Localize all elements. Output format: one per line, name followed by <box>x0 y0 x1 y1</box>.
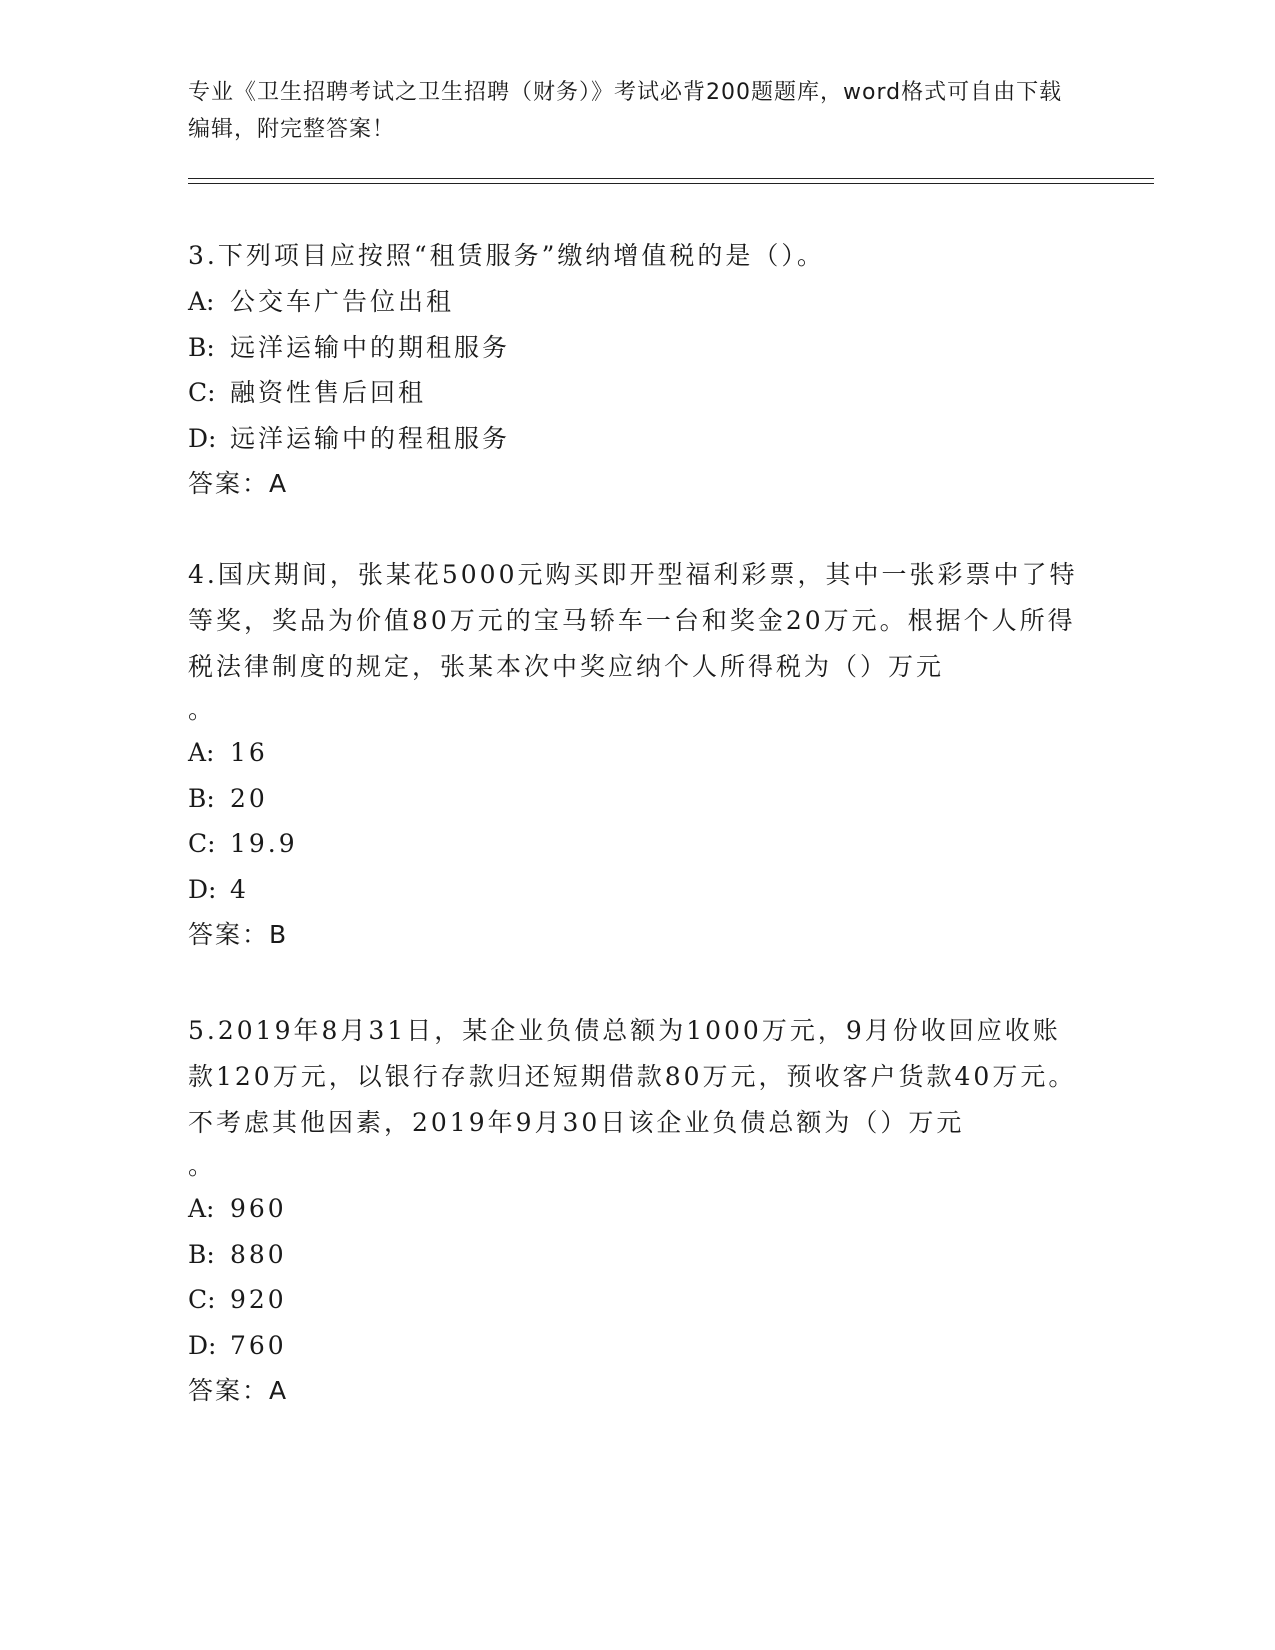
option-letter: A: <box>188 1194 215 1223</box>
option-text: 960 <box>230 1194 287 1223</box>
header-divider-bottom <box>188 183 1154 184</box>
option-d <box>188 867 1088 913</box>
question-tail-punctuation: 。 <box>188 695 214 724</box>
option-letter: D: <box>188 1330 217 1360</box>
option-text: 19.9 <box>230 829 298 858</box>
option-letter: A: <box>188 738 215 767</box>
option-d <box>188 416 1088 462</box>
option-text: 远洋运输中的期租服务 <box>230 332 511 362</box>
option-letter: B: <box>188 332 215 362</box>
question-3 <box>188 233 1088 507</box>
option-text: 920 <box>230 1285 287 1314</box>
option-b <box>188 325 1088 371</box>
answer-line: 答案：B <box>188 920 289 949</box>
question-text: 4.国庆期间，张某花5000元购买即开型福利彩票，其中一张彩票中了特等奖，奖品为价值80万元的宝马轿车一台和奖金20万元。根据个人所得税法律制度的规定，张某本次中奖应纳个人所得税为（）万元 <box>188 560 1078 681</box>
option-a <box>188 730 1088 776</box>
option-letter: C: <box>188 829 216 858</box>
question-text: 5.2019年8月31日，某企业负债总额为1000万元，9月份收回应收账款120万元，以银行存款归还短期借款80万元，预收客户货款40万元。不考虑其他因素，2019年9月30日该企业负债总额为（）万元 <box>188 1016 1077 1137</box>
option-a <box>188 279 1088 325</box>
question-tail-punctuation: 。 <box>188 1151 214 1180</box>
option-c <box>188 1277 1088 1323</box>
option-c <box>188 821 1088 867</box>
option-d <box>188 1323 1088 1369</box>
option-text: 16 <box>230 738 268 767</box>
option-letter: C: <box>188 378 216 407</box>
option-letter: C: <box>188 1285 216 1314</box>
option-text: 远洋运输中的程租服务 <box>230 423 511 453</box>
answer-line: 答案：A <box>188 1376 289 1405</box>
option-text: 880 <box>230 1239 287 1269</box>
option-a <box>188 1186 1088 1232</box>
option-letter: B: <box>188 1239 215 1269</box>
question-text: 3.下列项目应按照“租赁服务”缴纳增值税的是（）。 <box>188 241 825 270</box>
option-b <box>188 1232 1088 1278</box>
option-letter: D: <box>188 423 217 453</box>
option-text: 20 <box>230 783 268 813</box>
option-c <box>188 370 1088 416</box>
question-4 <box>188 552 1088 958</box>
answer-line: 答案：A <box>188 469 289 498</box>
header-note: 专业《卫生招聘考试之卫生招聘（财务）》考试必背200题题库，word格式可自由下载编辑，附完整答案！ <box>188 80 1063 142</box>
option-text: 公交车广告位出租 <box>230 287 455 316</box>
option-letter: A: <box>188 287 215 316</box>
question-5 <box>188 1008 1088 1414</box>
option-letter: B: <box>188 783 215 813</box>
option-text: 760 <box>230 1330 287 1360</box>
option-text: 融资性售后回租 <box>230 378 427 407</box>
option-b <box>188 776 1088 822</box>
header-divider-top <box>188 178 1154 179</box>
option-text: 4 <box>230 874 249 904</box>
option-letter: D: <box>188 874 217 904</box>
